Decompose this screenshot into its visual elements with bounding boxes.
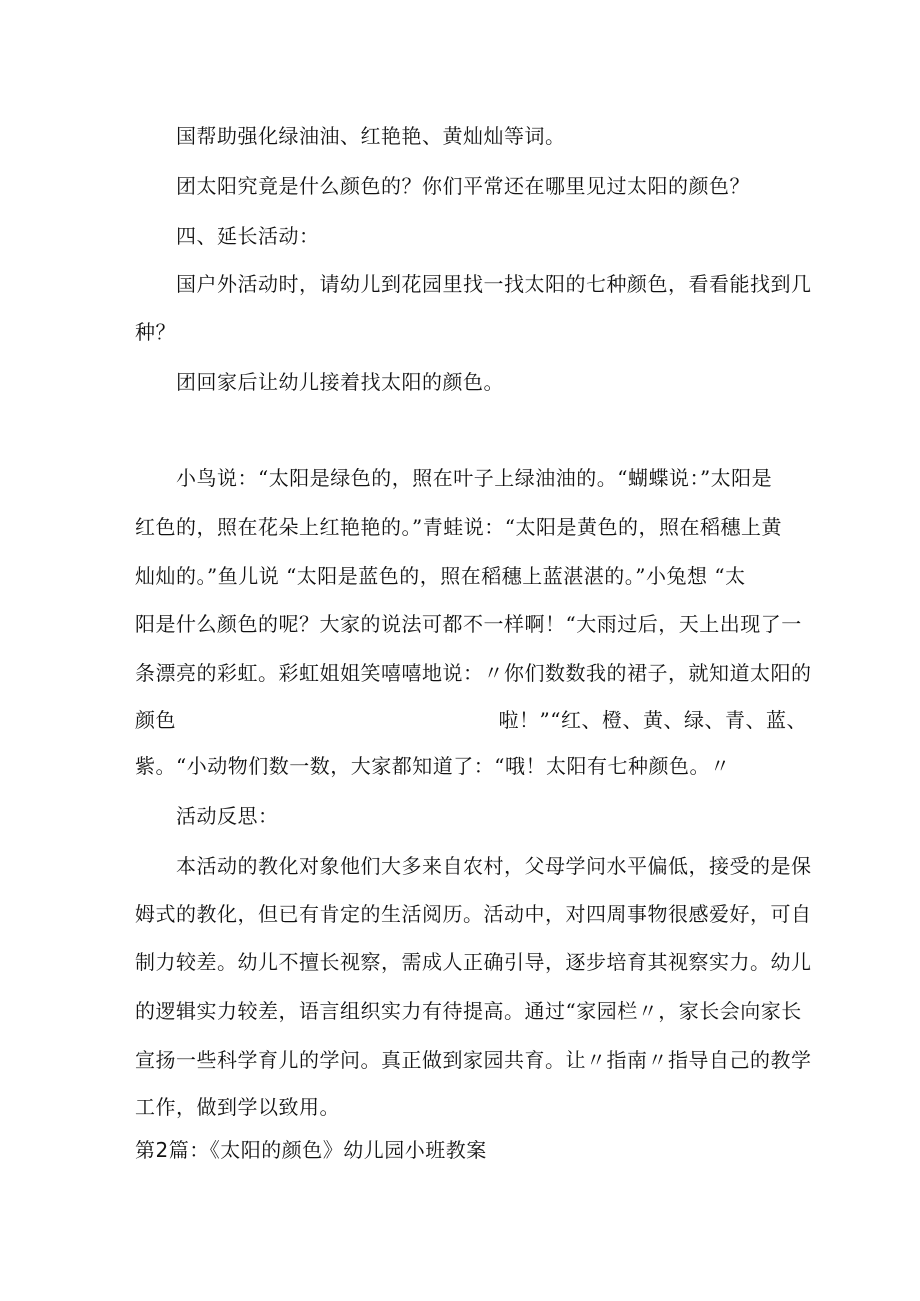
story-line-1: 小鸟说：“太阳是绿色的，照在叶子上绿油油的。“蝴蝶说：”太阳是 — [176, 466, 773, 490]
paragraph-strengthen-words: 国帮助强化绿油油、红艳艳、黄灿灿等词。 — [176, 124, 566, 148]
heading-extended-activity: 四、延长活动： — [176, 224, 320, 248]
story-line-6-right: 啦！”“红、橙、黄、绿、青、蓝、 — [498, 708, 807, 732]
section-title-part-2: 第2篇：《太阳的颜色》幼儿园小班教案 — [135, 1138, 487, 1162]
reflection-line-5: 宣扬一些科学育儿的学问。真正做到家园共育。让〃指南〃指导自己的教学 — [135, 1048, 812, 1072]
story-line-5: 条漂亮的彩虹。彩虹姐姐笑嘻嘻地说：〃你们数数我的裙子，就知道太阳的 — [135, 661, 812, 685]
paragraph-sun-color-question: 团太阳究竟是什么颜色的？你们平常还在哪里见过太阳的颜色？ — [176, 174, 750, 198]
paragraph-outdoor-activity-line1: 国户外活动时，请幼儿到花园里找一找太阳的七种颜色，看看能找到几 — [176, 272, 812, 296]
story-line-7: 紫。“小动物们数一数，大家都知道了：“哦！太阳有七种颜色。〃 — [135, 754, 731, 778]
story-line-3: 灿灿的。”鱼儿说 “太阳是蓝色的，照在稻穗上蓝湛湛的。”小兔想 “太 — [135, 564, 746, 588]
paragraph-home-activity: 团回家后让幼儿接着找太阳的颜色。 — [176, 370, 504, 394]
story-line-6-left: 颜色 — [135, 708, 176, 732]
reflection-line-3: 制力较差。幼儿不擅长视察，需成人正确引导，逐步培育其视察实力。幼儿 — [135, 950, 812, 974]
reflection-line-2: 姆式的教化，但已有肯定的生活阅历。活动中，对四周事物很感爱好，可自 — [135, 902, 812, 926]
story-line-4: 阳是什么颜色的呢？大家的说法可都不一样啊！“大雨过后，天上出现了一 — [135, 612, 802, 636]
reflection-line-1: 本活动的教化对象他们大多来自农村，父母学问水平偏低，接受的是保 — [176, 854, 812, 878]
reflection-line-4: 的逻辑实力较差，语言组织实力有待提高。通过“家园栏〃，家长会向家长 — [135, 999, 802, 1023]
heading-activity-reflection: 活动反思： — [176, 804, 279, 828]
reflection-line-6: 工作，做到学以致用。 — [135, 1095, 340, 1119]
paragraph-outdoor-activity-line2: 种？ — [135, 320, 176, 344]
story-line-2: 红色的，照在花朵上红艳艳的。”青蛙说：“太阳是黄色的，照在稻穗上黄 — [135, 515, 782, 539]
story-line-6 — [135, 706, 807, 734]
